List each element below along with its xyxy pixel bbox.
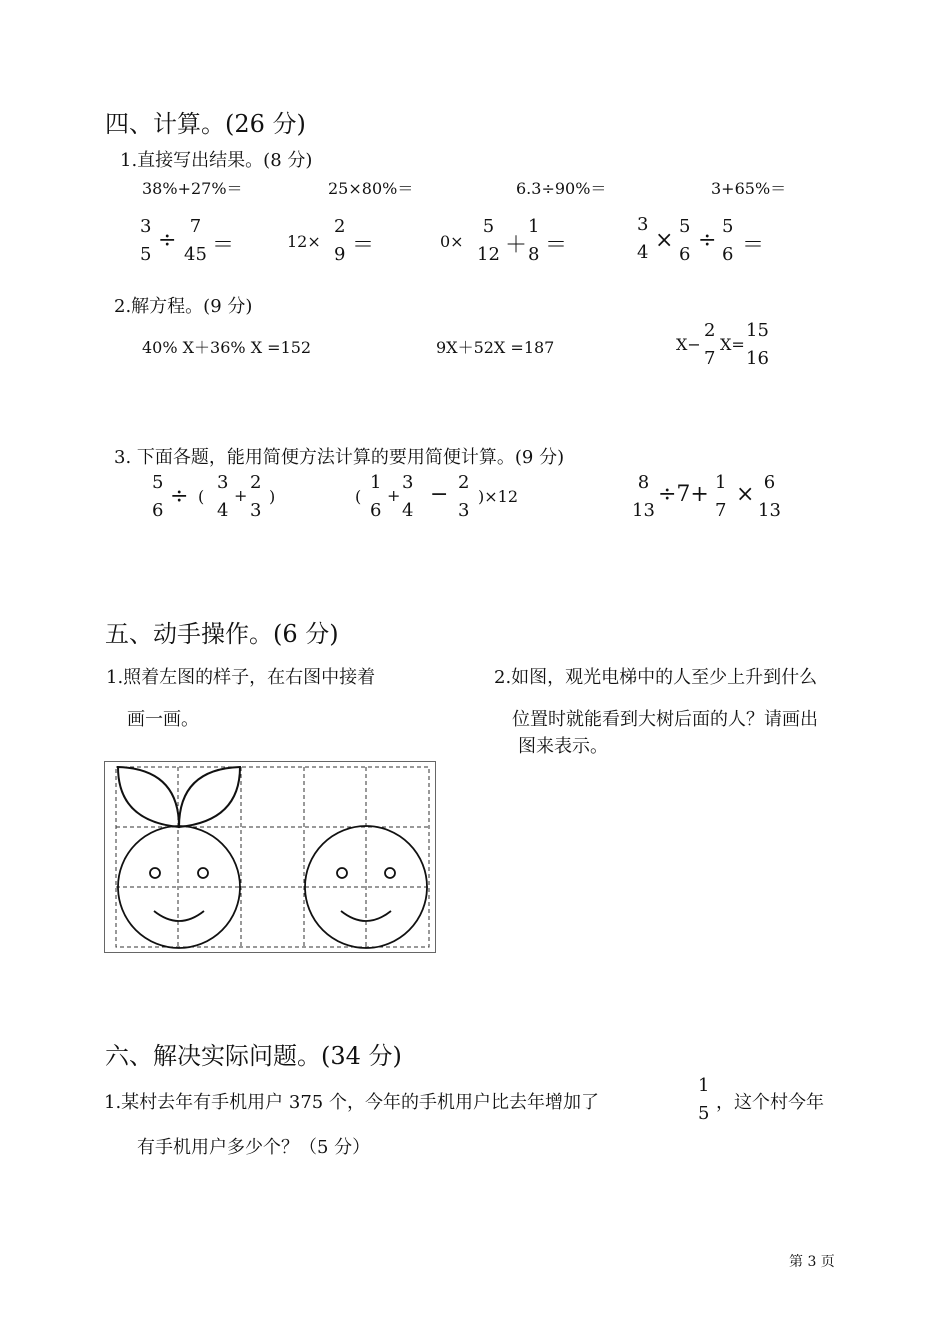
op2: ÷ [698,228,717,253]
den: 4 [217,500,229,521]
s5-q1-line1: 1.照着左图的样子，在右图中接着 [106,667,376,688]
num: 15 [746,320,769,341]
den: 12 [477,244,500,265]
den: 13 [632,500,655,521]
op: ＋ [505,233,528,258]
pre: X− [676,335,701,354]
den: 3 [458,500,470,521]
s6-q1-line2: 有手机用户多少个？（5 分） [137,1137,371,1158]
num: 5 [152,472,164,493]
den: 13 [758,500,781,521]
figure-border [105,762,436,953]
calc-2: 25×80%＝ [328,179,414,198]
plus: + [387,486,401,505]
den: 8 [528,244,540,265]
den: 16 [746,348,769,369]
q3-title: 3. 下面各题，能用简便方法计算的要用简便计算。(9 分) [114,447,565,468]
plus: + [234,486,248,505]
dashed-grid [116,767,429,947]
pre: 0× [440,232,464,251]
equation-1: 40% X＋36% X =152 [142,338,312,357]
s5-q2-line2: 位置时就能看到大树后面的人？请画出 [512,709,818,730]
den: 6 [152,500,164,521]
drawing-figure [104,761,437,954]
den: 45 [184,244,207,265]
s5-q2-line3: 图来表示。 [518,736,608,757]
num: 5 [679,216,691,237]
den: 6 [722,244,734,265]
s6-q1-post: ，这个村今年 [716,1092,824,1113]
op: ÷ [158,228,177,253]
num: 2 [704,320,716,341]
num: 5 [482,216,495,237]
section5-heading: 五、动手操作。(6 分) [105,620,339,648]
page-number: 第 3 页 [789,1254,835,1270]
section4-heading: 四、计算。(26 分) [105,110,306,138]
mid: ÷7+ [658,482,709,507]
rparen: ) [269,487,276,506]
num: 3 [217,472,229,493]
num: 6 [763,472,776,493]
lparen: ( [355,487,362,506]
num: 7 [189,216,202,237]
den: 4 [637,242,649,263]
right-leaf-icon [179,767,240,827]
calc-4: 3+65%＝ [711,179,787,198]
num: 5 [722,216,734,237]
minus: − [430,482,449,507]
den: 6 [679,244,691,265]
den: 5 [140,244,152,265]
pre: 12× [287,232,321,251]
num: 8 [637,472,650,493]
eq: ＝ [212,233,235,258]
num: 1 [370,472,382,493]
num: 1 [528,216,540,237]
den: 3 [250,500,262,521]
mid: X= [720,335,745,354]
s5-q2-line1: 2.如图，观光电梯中的人至少上升到什么 [494,667,818,688]
equation-2: 9X＋52X =187 [436,338,555,357]
num: 1 [698,1075,710,1096]
s6-q1-text: 1.某村去年有手机用户 375 个，今年的手机用户比去年增加了 [104,1092,599,1113]
q2-title: 2.解方程。(9 分) [114,296,253,317]
den: 4 [402,500,414,521]
den: 7 [715,500,727,521]
lparen: ( [198,487,205,506]
s5-q1-line2: 画一画。 [127,709,199,730]
op: ÷ [170,484,189,509]
section6-heading: 六、解决实际问题。(34 分) [105,1042,402,1070]
den: 9 [334,244,346,265]
op1: × [655,228,674,253]
num: 3 [402,472,414,493]
op: × [736,482,755,507]
num: 2 [458,472,470,493]
calc-1: 38%+27%＝ [142,179,243,198]
num: 2 [250,472,262,493]
num: 3 [637,214,649,235]
den: 5 [698,1103,710,1124]
eq: ＝ [545,233,568,258]
calc-3: 6.3÷90%＝ [516,179,607,198]
num: 2 [334,216,346,237]
q1-title: 1.直接写出结果。(8 分) [120,150,313,171]
eq: ＝ [352,233,375,258]
num: 1 [715,472,727,493]
den: 6 [370,500,382,521]
den: 7 [704,348,716,369]
left-leaf-icon [118,767,179,827]
num: 3 [140,216,152,237]
tail: )×12 [478,487,519,506]
eq: ＝ [742,233,765,258]
